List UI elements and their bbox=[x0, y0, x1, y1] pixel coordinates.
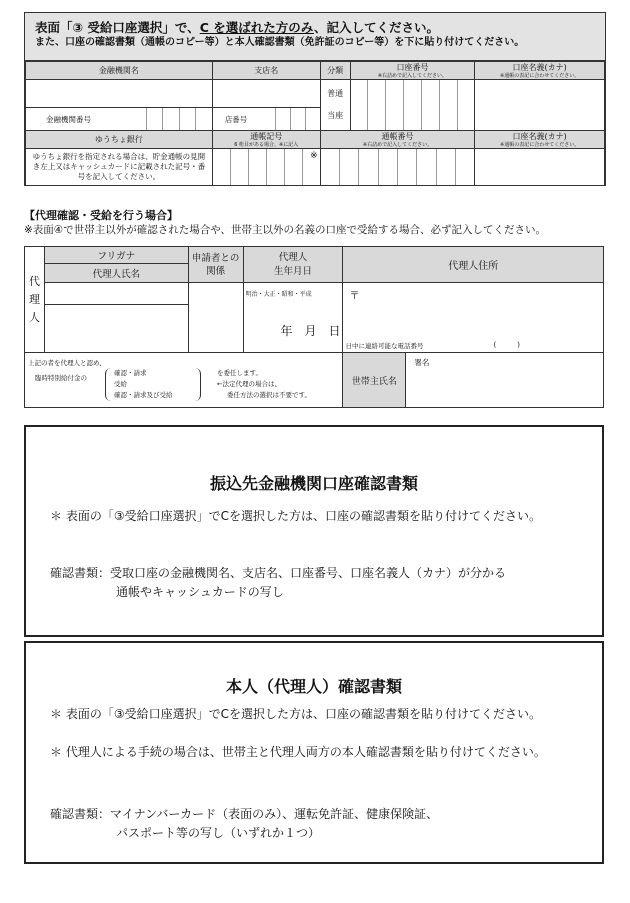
account-holder-field[interactable] bbox=[475, 80, 605, 131]
account-number-boxes[interactable] bbox=[350, 80, 475, 131]
householder-field[interactable] bbox=[406, 353, 604, 408]
account-number-label: 口座番号 bbox=[396, 63, 429, 72]
col-agent-name: 代理人氏名 bbox=[44, 264, 188, 283]
box2-line4: パスポート等の写し（いずれか１つ） bbox=[116, 826, 321, 840]
yucho-holder-label: 口座名義(カナ) bbox=[512, 132, 567, 141]
identity-document-box bbox=[24, 641, 604, 864]
phone-paren: ( ) bbox=[493, 341, 520, 349]
delegate-option-1[interactable]: 確認・請求 bbox=[114, 369, 147, 377]
box1-title: 振込先金融機関口座確認書類 bbox=[209, 474, 418, 493]
heading-part1: 表面「③ 受給口座選択」で、 bbox=[35, 20, 200, 35]
col-account-holder bbox=[475, 62, 605, 80]
account-holder-label: 口座名義(カナ) bbox=[512, 63, 567, 72]
col-bank-name: 金融機関名 bbox=[26, 62, 213, 80]
type-ordinary[interactable]: 普通 bbox=[327, 89, 344, 98]
relation-field[interactable] bbox=[188, 283, 243, 353]
bank-account-section bbox=[24, 12, 606, 186]
yucho-symbol-note: 6 桁目がある場合、※に記入 bbox=[234, 142, 299, 148]
branch-code-label: 店番号 bbox=[224, 114, 248, 124]
agent-name-field[interactable] bbox=[44, 305, 188, 353]
bank-name-field[interactable] bbox=[26, 80, 213, 131]
col-yucho: ゆうちょ銀行 bbox=[26, 131, 213, 149]
account-holder-note: ※通帳の表記に合わせてください。 bbox=[500, 73, 580, 79]
heading-underlined: C を選ばれた方のみ bbox=[199, 20, 314, 35]
section-a-heading bbox=[25, 13, 605, 61]
yucho-symbol-label: 通帳記号 bbox=[250, 132, 283, 141]
yucho-instruction: ゆうちょ銀行を指定される場合は、貯金通帳の見開き左上又はキャッシュカードに記載された記号・番号を記入してください。 bbox=[26, 149, 213, 186]
col-yucho-symbol bbox=[212, 131, 320, 149]
box1-line3: 通帳やキャッシュカードの写し bbox=[116, 585, 284, 599]
delegate-suffix-2: ←法定代理の場合は、 bbox=[217, 380, 281, 388]
birth-label: 生年月日 bbox=[274, 265, 313, 277]
col-type: 分類 bbox=[320, 62, 350, 80]
postal-mark: 〒 bbox=[349, 291, 360, 302]
col-agent-birth bbox=[243, 247, 343, 283]
bank-code-label: 金融機関番号 bbox=[46, 114, 91, 124]
col-account-number bbox=[350, 62, 475, 80]
bank-code-boxes[interactable] bbox=[146, 108, 212, 130]
box2-line1: ＊ 表面の「③受給口座選択」でCを選択した方は、口座の確認書類を貼り付けてください。 bbox=[50, 707, 541, 721]
yucho-number-note: ※右詰めで記入してください。 bbox=[362, 142, 433, 148]
account-number-note: ※右詰めで記入してください。 bbox=[377, 73, 448, 79]
delegate-intro: 上記の者を代理人と認め、 bbox=[28, 359, 106, 367]
box2-line3: 確認書類：マイナンバーカード（表面のみ）、運転免許証、健康保険証、 bbox=[50, 807, 439, 821]
birth-ymd: 年 月 日 bbox=[280, 324, 341, 338]
heading-line2: また、口座の確認書類（通帳のコピー等）と本人確認書類（免許証のコピー等）を下に貼り付けてください。 bbox=[35, 37, 525, 48]
delegation-text bbox=[25, 353, 343, 408]
yucho-number-boxes[interactable] bbox=[320, 149, 475, 186]
col-yucho-number bbox=[320, 131, 475, 149]
branch-name-field[interactable] bbox=[212, 80, 320, 131]
agent-section-title: 【代理確認・受給を行う場合】 bbox=[24, 209, 178, 222]
box1-line2: 確認書類：受取口座の金融機関名、支店名、口座番号、口座名義人（カナ）が分かる bbox=[50, 566, 507, 580]
yucho-holder-note: ※通帳の表記に合わせてください。 bbox=[500, 142, 580, 148]
bank-table bbox=[25, 61, 605, 186]
account-document-box bbox=[24, 425, 604, 637]
seal-label: 署名 bbox=[414, 358, 430, 367]
agent-side-text: 代理人 bbox=[28, 274, 40, 324]
delegate-option-3[interactable]: 確認・請求及び受給 bbox=[114, 391, 173, 399]
col-branch-name: 支店名 bbox=[212, 62, 320, 80]
delegate-option-2[interactable]: 受給 bbox=[114, 380, 127, 388]
delegate-suffix-1: を委任します。 bbox=[217, 369, 262, 377]
agent-side-label bbox=[25, 247, 45, 353]
furigana-field[interactable] bbox=[44, 283, 188, 305]
delegate-options[interactable] bbox=[105, 368, 201, 401]
address-field[interactable] bbox=[343, 283, 604, 353]
yucho-symbol-boxes[interactable] bbox=[212, 149, 320, 186]
col-yucho-holder bbox=[475, 131, 605, 149]
heading-part2: 、記入してください。 bbox=[313, 20, 439, 35]
birth-field[interactable] bbox=[243, 283, 343, 353]
box2-title: 本人（代理人）確認書類 bbox=[225, 677, 402, 696]
col-relation: 申請者との関係 bbox=[188, 247, 243, 283]
box1-line1: ＊ 表面の「③受給口座選択」でCを選択した方は、口座の確認書類を貼り付けてください。 bbox=[50, 509, 541, 523]
box2-line2: ＊ 代理人による手続の場合は、世帯主と代理人両方の本人確認書類を貼り付けてください。 bbox=[50, 745, 546, 759]
col-address: 代理人住所 bbox=[343, 247, 604, 283]
phone-label: 日中に連絡可能な電話番号 bbox=[345, 342, 424, 350]
delegate-suffix bbox=[217, 368, 311, 401]
yucho-symbol-mark: ※ bbox=[310, 151, 318, 161]
delegate-prefix: 臨時特別給付金の bbox=[35, 374, 87, 382]
delegate-suffix-3: 委任方法の選択は不要です。 bbox=[227, 391, 311, 399]
agent-table bbox=[24, 246, 604, 408]
era-options[interactable]: 明治・大正・昭和・平成 bbox=[245, 291, 312, 298]
householder-label: 世帯主氏名 bbox=[343, 353, 406, 408]
agent-section-note: ※表面④で世帯主以外が確認された場合や、世帯主以外の名義の口座で受給する場合、必ず記入してください。 bbox=[24, 224, 546, 236]
branch-code-boxes[interactable] bbox=[275, 108, 320, 130]
agent-label: 代理人 bbox=[278, 251, 308, 263]
type-current[interactable]: 当座 bbox=[327, 111, 344, 120]
yucho-holder-field[interactable] bbox=[475, 149, 605, 186]
account-type-field[interactable] bbox=[320, 80, 350, 131]
col-furigana: フリガナ bbox=[44, 247, 188, 264]
yucho-number-label: 通帳番号 bbox=[381, 132, 414, 141]
